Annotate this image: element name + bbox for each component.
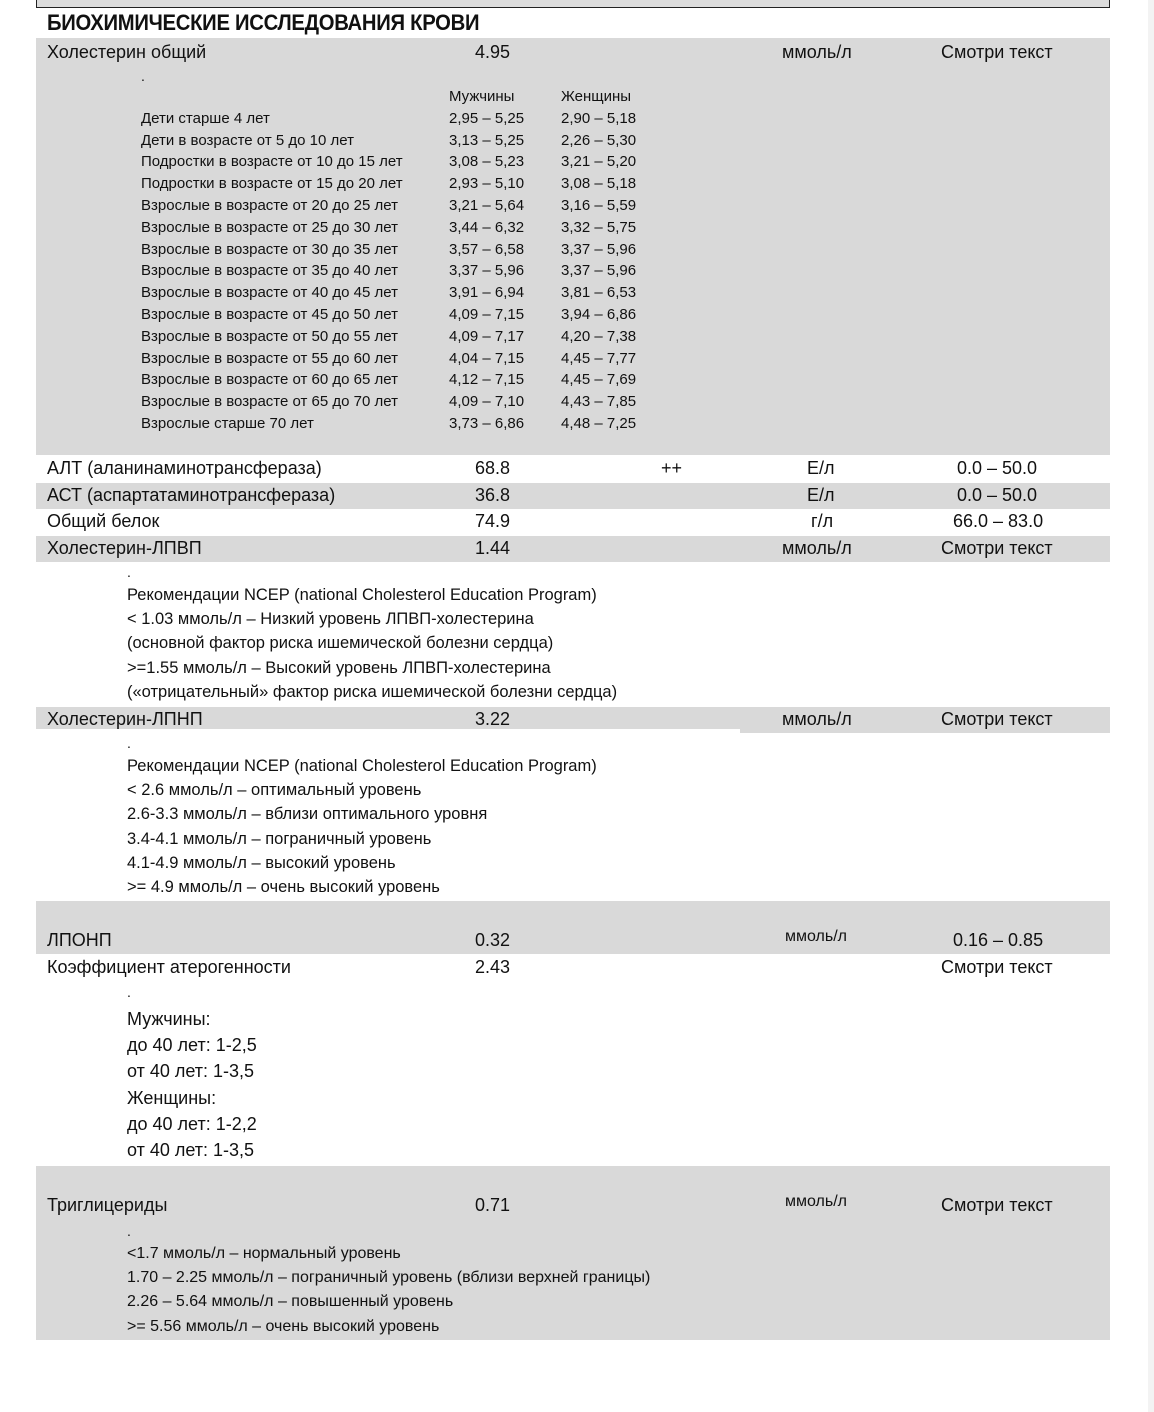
test-unit: ммоль/л [785, 1193, 847, 1210]
note-line: Рекомендации NCEP (national Cholesterol Education Program) [127, 586, 597, 604]
ref-age-group: Дети в возрасте от 5 до 10 лет [141, 131, 354, 149]
ref-women-range: 2,26 – 5,30 [561, 131, 637, 149]
ref-men-range: 3,57 – 6,58 [449, 240, 525, 258]
note-line: от 40 лет: 1-3,5 [127, 1139, 255, 1160]
test-row-protein [36, 509, 1110, 535]
ref-table-header [141, 88, 661, 110]
note-line: Мужчины: [127, 1009, 211, 1029]
ref-age-group: Подростки в возрасте от 10 до 15 лет [141, 153, 403, 171]
ref-men-range: 2,93 – 5,10 [449, 175, 525, 193]
test-value: 3.22 [475, 709, 511, 729]
test-name: ЛПОНП [47, 930, 112, 950]
ref-table-row [141, 110, 661, 132]
ref-table-row [141, 328, 661, 350]
ref-age-group: Взрослые в возрасте от 40 до 45 лет [141, 284, 398, 302]
ref-men-range: 3,21 – 5,64 [449, 196, 525, 214]
abnormal-flag: ++ [661, 458, 683, 478]
ref-header-women: Женщины [561, 88, 632, 105]
ref-age-group: Взрослые в возрасте от 45 до 50 лет [141, 305, 398, 323]
test-value: 36.8 [475, 485, 511, 505]
test-value: 68.8 [475, 458, 511, 478]
ref-men-range: 3,08 – 5,23 [449, 153, 525, 171]
ref-age-group: Взрослые в возрасте от 20 до 25 лет [141, 196, 398, 214]
ref-men-range: 4,09 – 7,10 [449, 393, 525, 411]
ref-men-range: 4,12 – 7,15 [449, 371, 525, 389]
note-line: до 40 лет: 1-2,5 [127, 1035, 257, 1056]
ref-women-range: 4,45 – 7,69 [561, 371, 637, 389]
ref-header-men: Мужчины [449, 88, 515, 105]
triglycerides-note [127, 1245, 650, 1342]
hdl-note [127, 586, 617, 707]
section-title: БИОХИМИЧЕСКИЕ ИССЛЕДОВАНИЯ КРОВИ [47, 10, 480, 35]
note-line: >= 4.9 ммоль/л – очень высокий уровень [127, 877, 440, 896]
ref-table-row [141, 306, 661, 328]
test-ref: 0.16 – 0.85 [953, 930, 1044, 950]
test-name: АСТ (аспартатаминотрансфераза) [47, 485, 336, 505]
ref-men-range: 4,09 – 7,17 [449, 327, 525, 345]
test-value: 2.43 [475, 957, 511, 977]
test-name: АЛТ (аланинаминотрансфераза) [47, 458, 322, 478]
ref-age-group: Взрослые в возрасте от 50 до 55 лет [141, 327, 398, 345]
ref-men-range: 3,37 – 5,96 [449, 262, 525, 280]
test-ref: Смотри текст [941, 957, 1053, 977]
test-ref: Смотри текст [941, 538, 1053, 558]
note-line: до 40 лет: 1-2,2 [127, 1113, 257, 1134]
ref-age-group: Взрослые в возрасте от 55 до 60 лет [141, 349, 398, 367]
ref-header-age [141, 88, 449, 110]
test-ref: Смотри текст [941, 1195, 1053, 1215]
ref-men-range: 3,91 – 6,94 [449, 284, 525, 302]
note-line: 3.4-4.1 ммоль/л – пограничный уровень [127, 829, 432, 848]
test-name: Общий белок [47, 511, 160, 531]
note-line: Женщины: [127, 1087, 217, 1108]
test-name: Коэффициент атерогенности [47, 957, 291, 977]
dot-marker: . [127, 735, 131, 751]
ref-table-row [141, 262, 661, 284]
ref-women-range: 4,45 – 7,77 [561, 349, 637, 367]
test-row-vldl [36, 928, 1110, 954]
ref-age-group: Взрослые в возрасте от 60 до 65 лет [141, 371, 398, 389]
ref-women-range: 2,90 – 5,18 [561, 109, 637, 127]
ref-table-row [141, 197, 661, 219]
test-row-hdl [36, 536, 1110, 562]
ref-table-row [141, 350, 661, 372]
test-row-triglycerides [36, 1193, 1110, 1219]
ref-age-group: Подростки в возрасте от 15 до 20 лет [141, 175, 403, 193]
note-line: 4.1-4.9 ммоль/л – высокий уровень [127, 853, 396, 872]
test-value: 0.71 [475, 1195, 511, 1215]
test-row-cholesterol-total [36, 40, 1110, 66]
test-unit: Е/л [807, 485, 835, 505]
ref-table-row [141, 175, 661, 197]
ref-age-group: Взрослые в возрасте от 30 до 35 лет [141, 240, 398, 258]
ref-table-row [141, 241, 661, 263]
test-row-ast [36, 483, 1110, 509]
ref-age-group: Взрослые в возрасте от 65 до 70 лет [141, 393, 398, 411]
ref-age-group: Взрослые в возрасте от 35 до 40 лет [141, 262, 398, 280]
ref-women-range: 3,81 – 6,53 [561, 284, 637, 302]
test-row-ldl [36, 707, 1110, 733]
test-unit: ммоль/л [782, 538, 852, 558]
test-value: 0.32 [475, 930, 511, 950]
cholesterol-ref-table [141, 88, 661, 437]
ref-table-row [141, 415, 661, 437]
ref-women-range: 3,37 – 5,96 [561, 262, 637, 280]
page-edge [1148, 0, 1154, 1412]
ldl-note [127, 757, 597, 902]
ref-table-row [141, 153, 661, 175]
test-unit: Е/л [807, 458, 835, 478]
test-ref: Смотри текст [941, 42, 1053, 62]
test-ref: Смотри текст [941, 709, 1053, 729]
test-value: 1.44 [475, 538, 511, 558]
test-unit: ммоль/л [782, 42, 852, 62]
dot-marker: . [127, 564, 131, 580]
ref-men-range: 3,44 – 6,32 [449, 218, 525, 236]
ref-men-range: 2,95 – 5,25 [449, 109, 525, 127]
previous-section-box [36, 0, 1110, 8]
ref-age-group: Дети старше 4 лет [141, 109, 270, 127]
test-ref: 66.0 – 83.0 [953, 511, 1044, 531]
note-line: («отрицательный» фактор риска ишемической болезни сердца) [127, 682, 618, 701]
ref-women-range: 3,94 – 6,86 [561, 305, 637, 323]
ref-women-range: 3,21 – 5,20 [561, 153, 637, 171]
test-value: 74.9 [475, 511, 511, 531]
note-line: Рекомендации NCEP (national Cholesterol Education Program) [127, 757, 597, 775]
ref-women-range: 4,43 – 7,85 [561, 393, 637, 411]
ref-men-range: 3,73 – 6,86 [449, 414, 525, 432]
test-row-alt [36, 456, 1110, 482]
test-ref: 0.0 – 50.0 [957, 458, 1038, 478]
note-line: 2.26 – 5.64 ммоль/л – повышенный уровень [127, 1293, 454, 1311]
note-line: 2.6-3.3 ммоль/л – вблизи оптимального уровня [127, 805, 488, 824]
note-line: < 1.03 ммоль/л – Низкий уровень ЛПВП-холестерина [127, 610, 534, 629]
ref-table-row [141, 393, 661, 415]
note-line: (основной фактор риска ишемической болезни сердца) [127, 634, 554, 653]
ref-table-row [141, 371, 661, 393]
note-line: >=1.55 ммоль/л – Высокий уровень ЛПВП-холестерина [127, 658, 551, 677]
test-row-atherogenic [36, 955, 1110, 981]
ref-men-range: 4,09 – 7,15 [449, 305, 525, 323]
ref-age-group: Взрослые в возрасте от 25 до 30 лет [141, 218, 398, 236]
ref-women-range: 4,48 – 7,25 [561, 414, 637, 432]
dot-marker: . [141, 68, 145, 84]
test-unit: г/л [811, 511, 834, 531]
test-name: Холестерин-ЛПНП [47, 709, 203, 729]
atherogenic-note [127, 1009, 257, 1166]
test-value: 4.95 [475, 42, 511, 62]
ref-table-row [141, 284, 661, 306]
note-line: >= 5.56 ммоль/л – очень высокий уровень [127, 1317, 440, 1335]
dot-marker: . [127, 984, 131, 1000]
note-line: 1.70 – 2.25 ммоль/л – пограничный уровень (вблизи верхней границы) [127, 1269, 651, 1287]
test-name: Триглицериды [47, 1195, 168, 1215]
test-name: Холестерин-ЛПВП [47, 538, 202, 558]
dot-marker: . [127, 1223, 131, 1239]
ref-table-row [141, 132, 661, 154]
test-ref: 0.0 – 50.0 [957, 485, 1038, 505]
ref-table-row [141, 219, 661, 241]
note-line: от 40 лет: 1-3,5 [127, 1061, 255, 1082]
ref-women-range: 3,08 – 5,18 [561, 175, 637, 193]
test-name: Холестерин общий [47, 42, 207, 62]
test-unit: ммоль/л [785, 928, 847, 945]
ref-men-range: 3,13 – 5,25 [449, 131, 525, 149]
test-unit: ммоль/л [782, 709, 852, 729]
ref-women-range: 4,20 – 7,38 [561, 327, 637, 345]
ref-age-group: Взрослые старше 70 лет [141, 414, 314, 432]
ref-women-range: 3,37 – 5,96 [561, 240, 637, 258]
note-line: <1.7 ммоль/л – нормальный уровень [127, 1245, 401, 1262]
ref-women-range: 3,16 – 5,59 [561, 196, 637, 214]
ref-women-range: 3,32 – 5,75 [561, 218, 637, 236]
note-line: < 2.6 ммоль/л – оптимальный уровень [127, 781, 422, 800]
ref-men-range: 4,04 – 7,15 [449, 349, 525, 367]
